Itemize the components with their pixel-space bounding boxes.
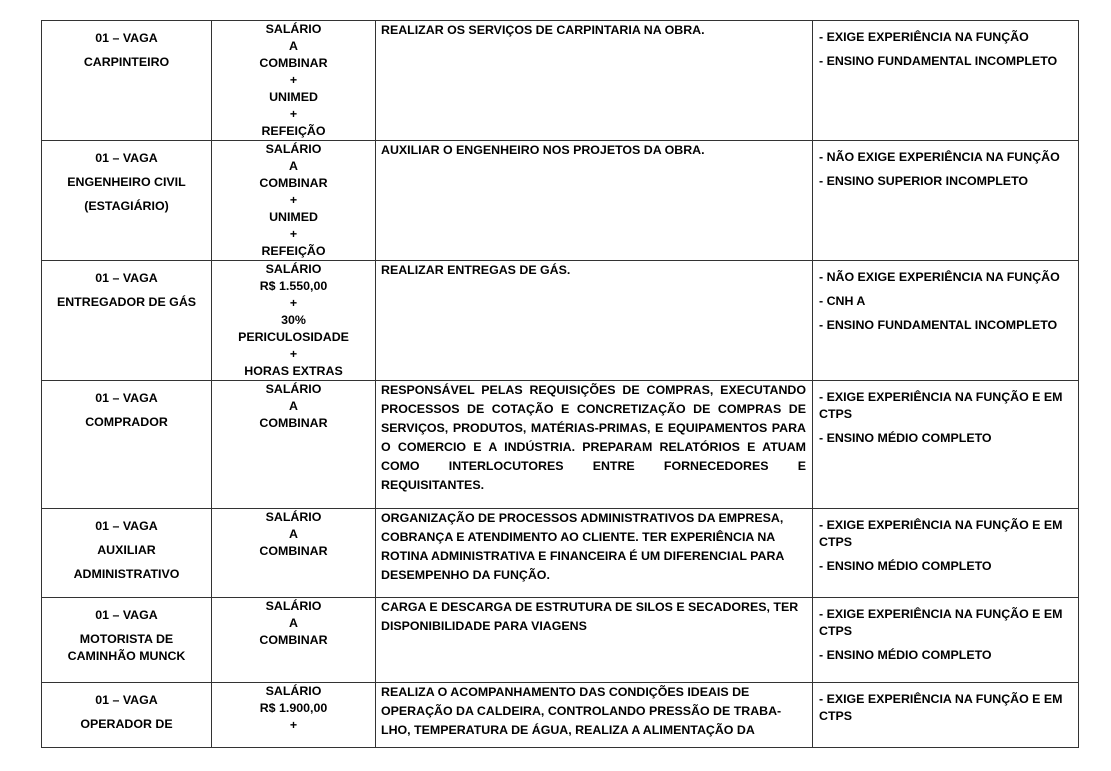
requirements-cell xyxy=(813,683,1079,748)
vacancy-count: 01 – VAGA xyxy=(95,31,158,45)
job-title: COMPRADOR xyxy=(85,415,168,429)
job-description: REALIZAR ENTREGAS DE GÁS. xyxy=(381,263,571,277)
salary-cell xyxy=(212,509,376,598)
description-cell xyxy=(376,21,813,141)
job-title: AUXILIAR xyxy=(97,543,156,557)
salary-line: COMBINAR xyxy=(259,176,328,190)
job-openings-sheet xyxy=(41,20,1079,748)
requirement-item: - CNH A xyxy=(819,294,866,308)
salary-line: SALÁRIO xyxy=(265,382,322,396)
salary-line: + xyxy=(289,227,298,241)
requirement-item: - EXIGE EXPERIÊNCIA NA FUNÇÃO E EM CTPS xyxy=(819,607,1063,638)
job-title: OPERADOR DE xyxy=(80,717,173,731)
requirement-item: - EXIGE EXPERIÊNCIA NA FUNÇÃO xyxy=(819,30,1029,44)
description-cell xyxy=(376,141,813,261)
salary-cell xyxy=(212,683,376,748)
vacancy-count: 01 – VAGA xyxy=(95,271,158,285)
requirement-item: - ENSINO MÉDIO COMPLETO xyxy=(819,431,992,445)
salary-cell xyxy=(212,141,376,261)
vacancy-count: 01 – VAGA xyxy=(95,608,158,622)
salary-line: UNIMED xyxy=(269,210,318,224)
requirement-item: - EXIGE EXPERIÊNCIA NA FUNÇÃO E EM CTPS xyxy=(819,518,1063,549)
salary-line: + xyxy=(289,347,298,361)
salary-line: REFEIÇÃO xyxy=(261,124,326,138)
vacancy-cell xyxy=(42,509,212,598)
requirement-item: - EXIGE EXPERIÊNCIA NA FUNÇÃO E EM CTPS xyxy=(819,692,1063,723)
job-title: CARPINTEIRO xyxy=(83,55,170,69)
job-row xyxy=(42,381,1079,509)
job-description-line: OPERAÇÃO DA CALDEIRA, CONTROLANDO PRESSÃO DE TRABA- xyxy=(381,704,782,718)
job-row xyxy=(42,509,1079,598)
job-description: CARGA E DESCARGA DE ESTRUTURA DE SILOS E SECADORES, TER DISPONIBILIDADE PARA VIAGENS xyxy=(381,600,799,633)
vacancy-count: 01 – VAGA xyxy=(95,519,158,533)
salary-line: COMBINAR xyxy=(259,544,328,558)
job-description-line: LHO, TEMPERATURA DE ÁGUA, REALIZA A ALIMENTAÇÃO DA xyxy=(381,723,755,737)
job-description: RESPONSÁVEL PELAS REQUISIÇÕES DE COMPRAS, EXECUTANDO PROCESSOS DE COTAÇÃO E CONCRETIZAÇÃO DE COMPRAS DE SERVIÇOS, PRODUTOS, MATÉRIAS-PRIMAS, E EQUIPAMENTOS PARA O COMERCIO E A INDÚSTRIA. PREPARAM RELATÓRIOS E ATUAM COMO INTERLOCUTORES ENTRE FORNECEDORES E REQUISITANTES. xyxy=(381,383,806,492)
requirements-cell xyxy=(813,261,1079,381)
requirement-item: - ENSINO MÉDIO COMPLETO xyxy=(819,559,992,573)
salary-line: A xyxy=(289,399,298,413)
vacancy-count: 01 – VAGA xyxy=(95,693,158,707)
description-cell xyxy=(376,598,813,683)
job-title: ADMINISTRATIVO xyxy=(73,567,180,581)
vacancy-count: 01 – VAGA xyxy=(95,151,158,165)
salary-cell xyxy=(212,261,376,381)
job-description: ORGANIZAÇÃO DE PROCESSOS ADMINISTRATIVOS DA EMPRESA, COBRANÇA E ATENDIMENTO AO CLIENTE. TER EXPERIÊNCIA NA ROTINA ADMINISTRATIVA E FINANCEIRA É UM DIFERENCIAL PARA DESEMPENHO DA FUNÇÃO. xyxy=(381,511,784,582)
vacancy-count: 01 – VAGA xyxy=(95,391,158,405)
requirement-item: - NÃO EXIGE EXPERIÊNCIA NA FUNÇÃO xyxy=(819,150,1060,164)
salary-line: SALÁRIO xyxy=(265,510,322,524)
salary-line: R$ 1.550,00 xyxy=(259,279,328,293)
vacancy-cell xyxy=(42,683,212,748)
requirements-cell xyxy=(813,509,1079,598)
salary-line: COMBINAR xyxy=(259,416,328,430)
salary-line: A xyxy=(289,39,298,53)
salary-line: R$ 1.900,00 xyxy=(259,701,328,715)
vacancy-cell xyxy=(42,381,212,509)
salary-line: + xyxy=(289,107,298,121)
salary-cell xyxy=(212,598,376,683)
requirement-item: - ENSINO FUNDAMENTAL INCOMPLETO xyxy=(819,54,1058,68)
job-title: CAMINHÃO MUNCK xyxy=(67,649,186,663)
description-cell xyxy=(376,509,813,598)
salary-line: A xyxy=(289,159,298,173)
job-row xyxy=(42,683,1079,748)
job-description: AUXILIAR O ENGENHEIRO NOS PROJETOS DA OBRA. xyxy=(381,143,705,157)
salary-line: UNIMED xyxy=(269,90,318,104)
salary-line: COMBINAR xyxy=(259,633,328,647)
salary-line: A xyxy=(289,616,298,630)
vacancy-cell xyxy=(42,598,212,683)
salary-cell xyxy=(212,381,376,509)
job-description-line: REALIZA O ACOMPANHAMENTO DAS CONDIÇÕES IDEAIS DE xyxy=(381,685,750,699)
salary-cell xyxy=(212,21,376,141)
salary-line: SALÁRIO xyxy=(265,684,322,698)
job-row xyxy=(42,261,1079,381)
job-title: MOTORISTA DE xyxy=(79,632,174,646)
requirements-cell xyxy=(813,21,1079,141)
salary-line: SALÁRIO xyxy=(265,22,322,36)
job-title: ENTREGADOR DE GÁS xyxy=(56,295,197,309)
salary-line: SALÁRIO xyxy=(265,262,322,276)
job-title-note: (ESTAGIÁRIO) xyxy=(84,199,169,213)
salary-line: + xyxy=(289,718,298,732)
salary-line: + xyxy=(289,193,298,207)
vacancy-cell xyxy=(42,21,212,141)
requirement-item: - ENSINO FUNDAMENTAL INCOMPLETO xyxy=(819,318,1058,332)
description-cell xyxy=(376,683,813,748)
salary-line: REFEIÇÃO xyxy=(261,244,326,258)
salary-line: PERICULOSIDADE xyxy=(238,330,349,344)
salary-line: SALÁRIO xyxy=(265,599,322,613)
salary-line: HORAS EXTRAS xyxy=(244,364,343,378)
requirements-cell xyxy=(813,598,1079,683)
job-openings-table xyxy=(41,20,1079,748)
requirement-item: - EXIGE EXPERIÊNCIA NA FUNÇÃO E EM CTPS xyxy=(819,390,1063,421)
requirement-item: - ENSINO MÉDIO COMPLETO xyxy=(819,648,992,662)
requirements-cell xyxy=(813,381,1079,509)
salary-line: COMBINAR xyxy=(259,56,328,70)
salary-line: + xyxy=(289,73,298,87)
requirements-cell xyxy=(813,141,1079,261)
job-row xyxy=(42,141,1079,261)
salary-line: 30% xyxy=(281,313,306,327)
job-row xyxy=(42,598,1079,683)
description-cell xyxy=(376,381,813,509)
salary-line: SALÁRIO xyxy=(265,142,322,156)
vacancy-cell xyxy=(42,141,212,261)
description-cell xyxy=(376,261,813,381)
salary-line: + xyxy=(289,296,298,310)
vacancy-cell xyxy=(42,261,212,381)
job-title: ENGENHEIRO CIVIL xyxy=(67,175,186,189)
job-row xyxy=(42,21,1079,141)
job-description: REALIZAR OS SERVIÇOS DE CARPINTARIA NA OBRA. xyxy=(381,23,705,37)
salary-line: A xyxy=(289,527,298,541)
requirement-item: - ENSINO SUPERIOR INCOMPLETO xyxy=(819,174,1029,188)
requirement-item: - NÃO EXIGE EXPERIÊNCIA NA FUNÇÃO xyxy=(819,270,1060,284)
